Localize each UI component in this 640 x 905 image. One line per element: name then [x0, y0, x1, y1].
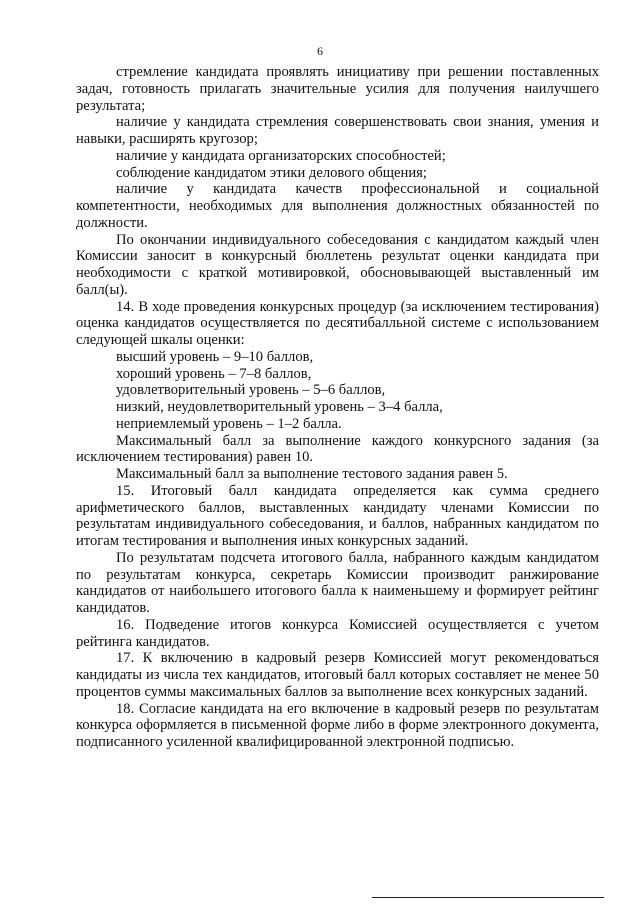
scale-item-satisfactory: удовлетворительный уровень – 5–6 баллов, — [116, 382, 386, 399]
paragraph-initiative: стремление кандидата проявлять инициативу при решении поставленных задач, готовность прилагать значительные усилия для получения наилучшего результата; — [76, 64, 599, 114]
document-body — [76, 64, 599, 751]
scale-item-low: низкий, неудовлетворительный уровень – 3–4 балла, — [116, 399, 443, 415]
scale-item-good: хороший уровень – 7–8 баллов, — [116, 365, 312, 382]
paragraph-bulletin: По окончании индивидуального собеседования с кандидатом каждый член Комиссии заносит в конкурсный бюллетень результат оценки кандидата при необходимости с краткой мотивировкой, обосновывающей выставленный им балл(ы). — [76, 231, 599, 298]
paragraph-item-17: 17. К включению в кадровый резерв Комиссией могут рекомендоваться кандидаты из числа тех кандидатов, итоговый балл которых составляет не менее 50 процентов суммы максимальных баллов за выполнение всех конкурсных заданий. — [76, 650, 599, 700]
paragraph-organizational-skills: наличие у кандидата организаторских способностей; — [116, 147, 446, 164]
paragraph-item-14: 14. В ходе проведения конкурсных процедур (за исключением тестирования) оценка кандидатов осуществляется по десятибалльной системе с использованием следующей шкалы оценки: — [76, 298, 599, 348]
page-number: 6 — [317, 44, 323, 58]
paragraph-item-18: 18. Согласие кандидата на его включение в кадровый резерв по результатам конкурса оформляется в письменной форме либо в форме электронного документа, подписанного усиленной квалифицированной электронной подписью. — [76, 700, 599, 750]
scale-item-unacceptable: неприемлемый уровень – 1–2 балла. — [116, 415, 342, 432]
paragraph-max-score-tasks: Максимальный балл за выполнение каждого конкурсного задания (за исключением тестирования) равен 10. — [76, 432, 599, 466]
paragraph-business-ethics: соблюдение кандидатом этики делового общения; — [116, 164, 427, 181]
paragraph-competence: наличие у кандидата качеств профессиональной и социальной компетентности, необходимых для выполнения должностных обязанностей по должности. — [76, 181, 599, 231]
paragraph-item-15: 15. Итоговый балл кандидата определяется как сумма среднего арифметического баллов, выставленных кандидату членами Комиссии по результатам индивидуального собеседования, и баллов, набранных кандидатом по итогам тестирования и выполнения иных конкурсных заданий. — [76, 482, 599, 549]
paragraph-item-16: 16. Подведение итогов конкурса Комиссией осуществляется с учетом рейтинга кандидатов. — [76, 616, 599, 650]
paragraph-ranking: По результатам подсчета итогового балла, набранного каждым кандидатом по результатам конкурса, секретарь Комиссии производит ранжирование кандидатов от наибольшего итогового балла к наименьшему и формирует рейтинг кандидатов. — [76, 549, 599, 616]
paragraph-max-score-test: Максимальный балл за выполнение тестового задания равен 5. — [116, 466, 508, 482]
paragraph-self-improvement: наличие у кандидата стремления совершенствовать свои знания, умения и навыки, расширять кругозор; — [76, 114, 599, 147]
footer-rule — [372, 897, 604, 898]
scale-item-highest: высший уровень – 9–10 баллов, — [116, 348, 314, 365]
